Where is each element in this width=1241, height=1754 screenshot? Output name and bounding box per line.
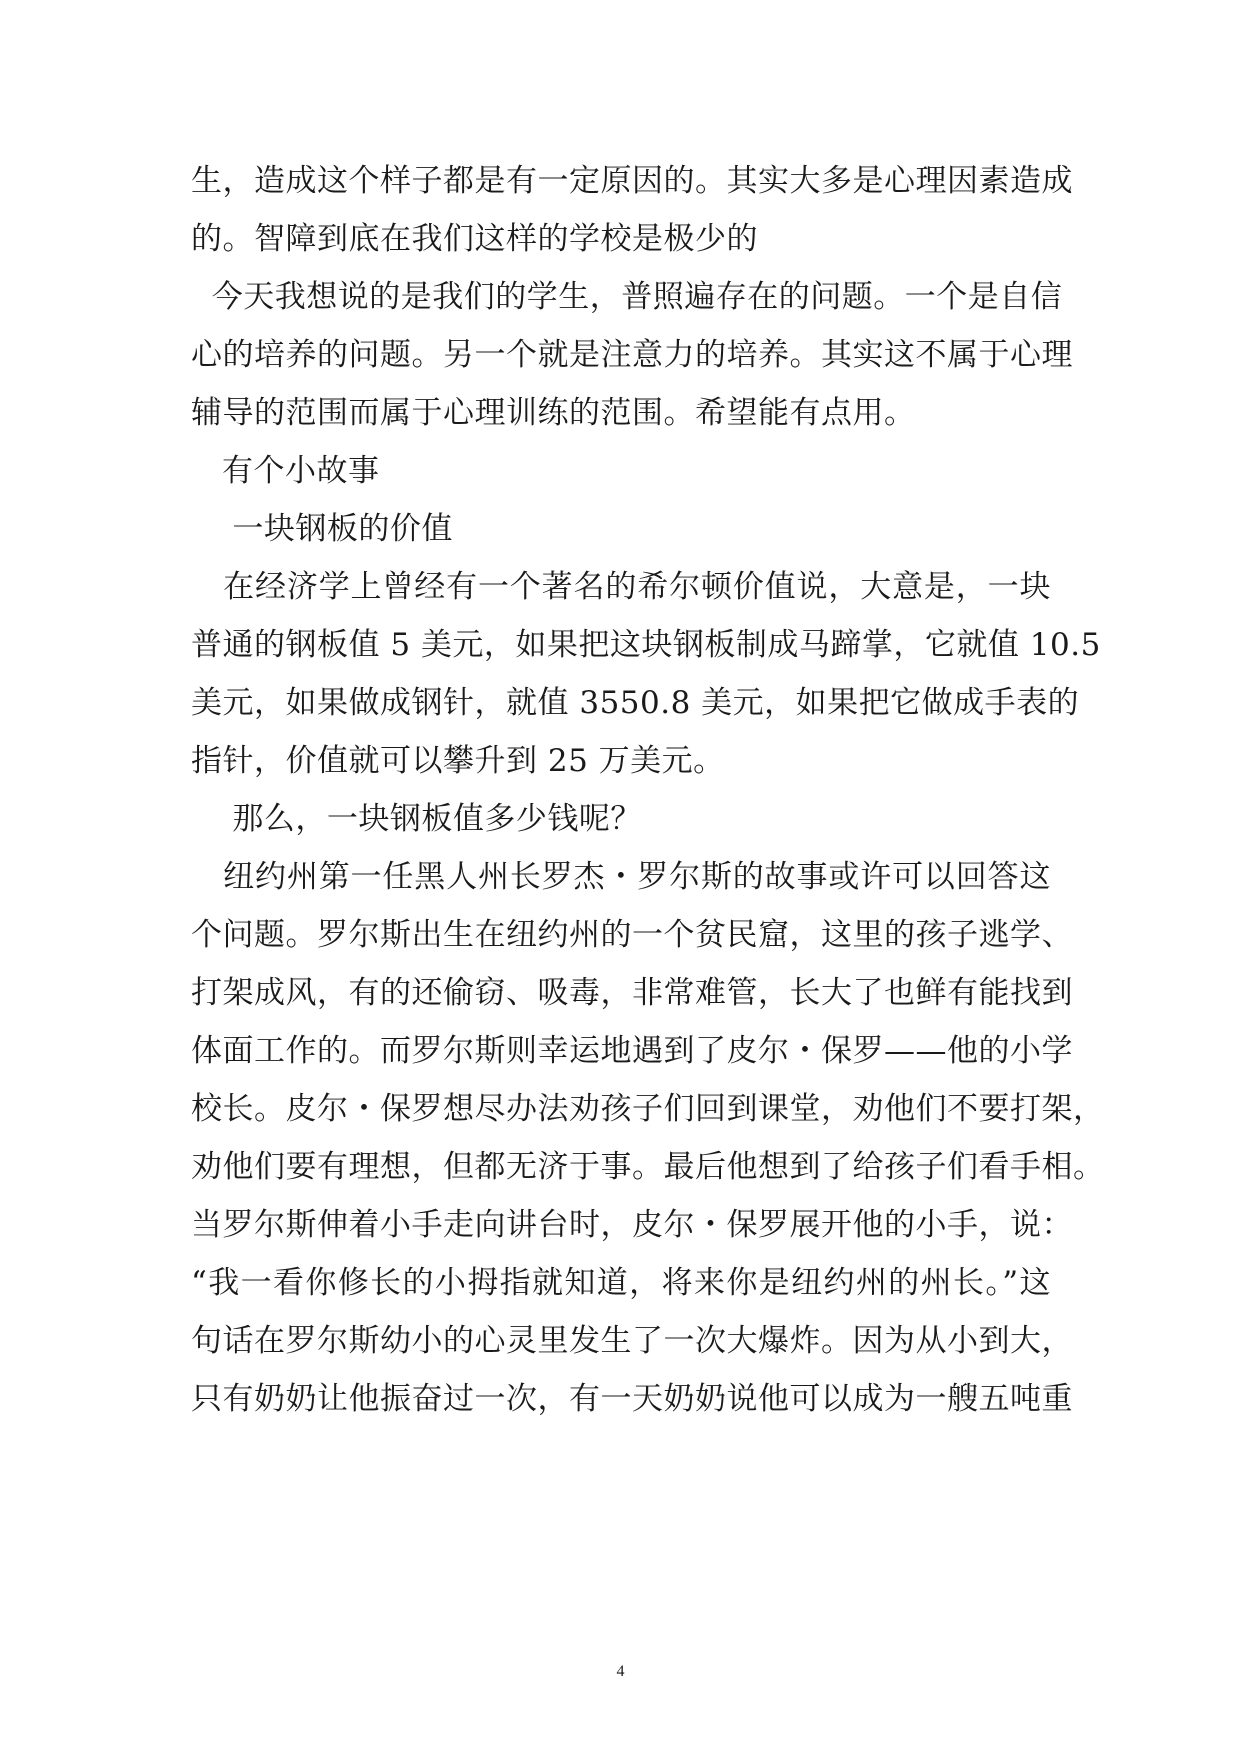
text-line: 校长。皮尔・保罗想尽办法劝孩子们回到课堂，劝他们不要打架， [191,1091,1105,1127]
text-line: 美元，如果做成钢针，就值 3550.8 美元，如果把它做成手表的 [191,685,1080,721]
text-line: 心的培养的问题。另一个就是注意力的培养。其实这不属于心理 [191,337,1073,373]
text-line: 只有奶奶让他振奋过一次，有一天奶奶说他可以成为一艘五吨重 [191,1381,1073,1417]
text-line: “我一看你修长的小拇指就知道，将来你是纽约州的州长。”这 [191,1265,1051,1301]
text-line: 体面工作的。而罗尔斯则幸运地遇到了皮尔・保罗——他的小学 [191,1033,1073,1069]
text-line: 普通的钢板值 5 美元，如果把这块钢板制成马蹄掌，它就值 10.5 [191,627,1101,663]
text-line: 劝他们要有理想，但都无济于事。最后他想到了给孩子们看手相。 [191,1149,1105,1185]
text-line: 句话在罗尔斯幼小的心灵里发生了一次大爆炸。因为从小到大， [191,1323,1073,1359]
text-line: 纽约州第一任黑人州长罗杰・罗尔斯的故事或许可以回答这 [191,859,1051,895]
text-line: 当罗尔斯伸着小手走向讲台时，皮尔・保罗展开他的小手，说： [191,1207,1073,1243]
text-line: 指针，价值就可以攀升到 25 万美元。 [191,743,725,779]
text-line: 一块钢板的价值 [191,511,453,547]
text-line: 生，造成这个样子都是有一定原因的。其实大多是心理因素造成 [191,163,1073,199]
text-line: 今天我想说的是我们的学生，普照遍存在的问题。一个是自信 [191,279,1063,315]
text-line: 打架成风，有的还偷窃、吸毒，非常难管，长大了也鲜有能找到 [191,975,1073,1011]
text-line: 有个小故事 [191,453,380,489]
text-line: 辅导的范围而属于心理训练的范围。希望能有点用。 [191,395,916,431]
text-line: 那么，一块钢板值多少钱呢？ [191,801,642,837]
text-line: 在经济学上曾经有一个著名的希尔顿价值说，大意是，一块 [191,569,1051,605]
text-line: 个问题。罗尔斯出生在纽约州的一个贫民窟，这里的孩子逃学、 [191,917,1073,953]
text-line: 的。智障到底在我们这样的学校是极少的 [191,221,758,257]
page-number: 4 [616,1663,625,1680]
